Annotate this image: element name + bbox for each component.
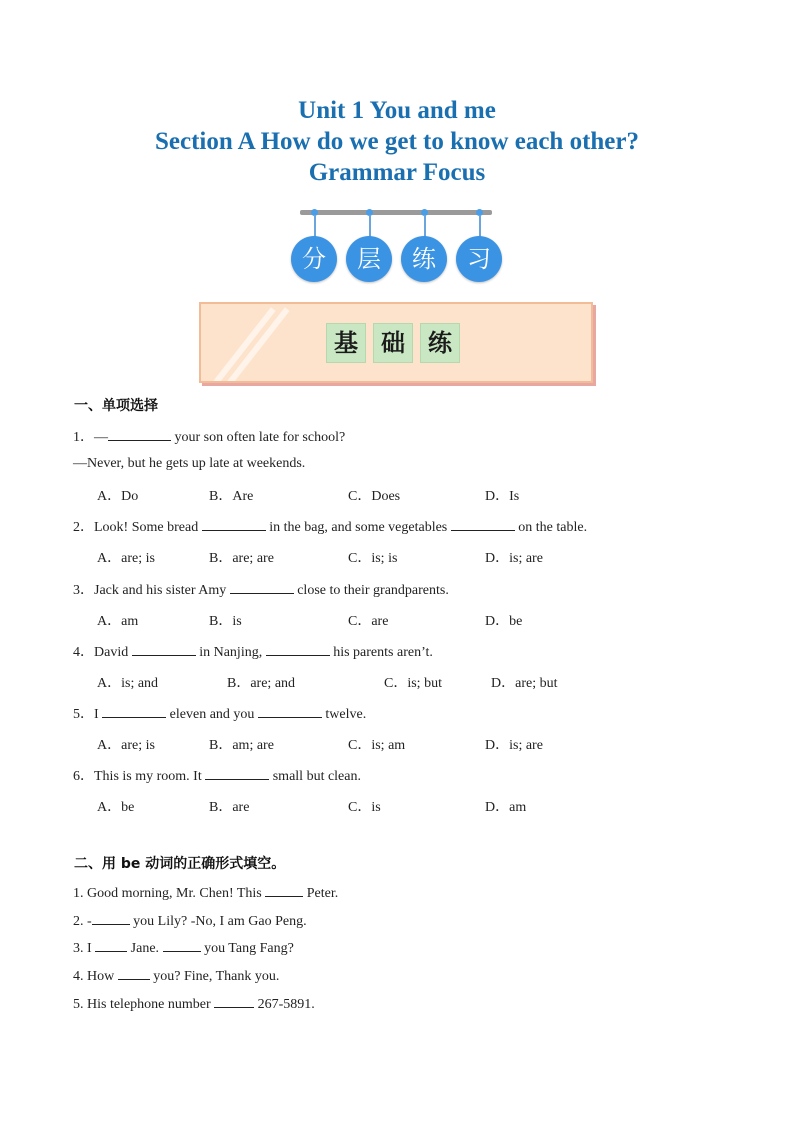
answer-blank[interactable]	[132, 644, 196, 656]
answer-blank[interactable]	[451, 519, 515, 531]
q5-option-b[interactable]: B．am; are	[209, 738, 274, 753]
unit-title: Unit 1 You and me	[298, 97, 496, 124]
q3-option-d[interactable]: D．be	[485, 614, 523, 629]
q5-option-d[interactable]: D．is; are	[485, 738, 543, 753]
q3-option-c[interactable]: C．are	[348, 614, 389, 629]
fill-item-2: 2. - you Lily? -No, I am Gao Peng.	[73, 914, 307, 929]
banner-tile-ji: 基	[326, 323, 366, 363]
question-6: 6．This is my room. It small but clean.	[73, 769, 361, 784]
q6-option-b[interactable]: B．are	[209, 800, 250, 815]
q6-option-c[interactable]: C．is	[348, 800, 381, 815]
answer-blank[interactable]	[163, 940, 201, 952]
q3-option-a[interactable]: A．am	[97, 614, 139, 629]
q5-option-a[interactable]: A．are; is	[97, 738, 155, 753]
fill-item-5: 5. His telephone number 267-5891.	[73, 997, 315, 1012]
fill-item-1: 1. Good morning, Mr. Chen! This Peter.	[73, 886, 339, 901]
answer-blank[interactable]	[118, 968, 150, 980]
hanging-string	[314, 215, 316, 237]
basic-practice-banner	[199, 302, 593, 383]
q2-option-b[interactable]: B．are; are	[209, 551, 274, 566]
fill-item-3: 3. I Jane. you Tang Fang?	[73, 941, 294, 956]
banner-stripe	[226, 307, 289, 383]
answer-blank[interactable]	[258, 706, 322, 718]
answer-blank[interactable]	[265, 885, 303, 897]
banner-stripe	[212, 307, 275, 383]
q3-option-b[interactable]: B．is	[209, 614, 242, 629]
q2-option-c[interactable]: C．is; is	[348, 551, 398, 566]
hanging-string	[424, 215, 426, 237]
q6-option-d[interactable]: D．am	[485, 800, 527, 815]
q1-option-d[interactable]: D．Is	[485, 489, 520, 504]
banner-tile-chu: 础	[373, 323, 413, 363]
answer-blank[interactable]	[214, 996, 254, 1008]
q2-option-a[interactable]: A．are; is	[97, 551, 155, 566]
q2-option-d[interactable]: D．is; are	[485, 551, 543, 566]
question-1: 1．— your son often late for school?	[73, 430, 346, 445]
answer-blank[interactable]	[202, 519, 266, 531]
ornament-circle-ceng: 层	[346, 236, 392, 282]
ornament-circle-lian: 练	[401, 236, 447, 282]
q1-option-b[interactable]: B．Are	[209, 489, 254, 504]
q4-option-a[interactable]: A．is; and	[97, 676, 159, 691]
answer-blank[interactable]	[95, 940, 127, 952]
question-2: 2．Look! Some bread in the bag, and some vegetables on the table.	[73, 520, 588, 535]
section1-heading: 一、单项选择	[74, 398, 158, 414]
question-5: 5．I eleven and you twelve.	[73, 707, 367, 722]
fill-item-4: 4. How you? Fine, Thank you.	[73, 969, 280, 984]
ornament-circle-xi: 习	[456, 236, 502, 282]
grammar-focus-title: Grammar Focus	[308, 159, 486, 186]
hanging-rod	[300, 210, 492, 215]
answer-blank[interactable]	[102, 706, 166, 718]
q4-option-c[interactable]: C．is; but	[384, 676, 442, 691]
banner-tile-lian: 练	[420, 323, 460, 363]
question-3: 3．Jack and his sister Amy close to their grandparents.	[73, 583, 449, 598]
answer-blank[interactable]	[266, 644, 330, 656]
answer-blank[interactable]	[205, 768, 269, 780]
question-1-dialogue: —Never, but he gets up late at weekends.	[73, 456, 306, 471]
hanging-string	[479, 215, 481, 237]
section2-heading: 二、用 be 动词的正确形式填空。	[74, 856, 286, 872]
ornament-circle-fen: 分	[291, 236, 337, 282]
hanging-string	[369, 215, 371, 237]
q1-option-a[interactable]: A．Do	[97, 489, 139, 504]
section-title: Section A How do we get to know each other?	[155, 128, 639, 155]
answer-blank[interactable]	[92, 913, 130, 925]
q4-option-b[interactable]: B．are; and	[227, 676, 296, 691]
q4-option-d[interactable]: D．are; but	[491, 676, 558, 691]
q1-option-c[interactable]: C．Does	[348, 489, 401, 504]
q6-option-a[interactable]: A．be	[97, 800, 135, 815]
q5-option-c[interactable]: C．is; am	[348, 738, 406, 753]
answer-blank[interactable]	[108, 429, 171, 441]
answer-blank[interactable]	[230, 582, 294, 594]
question-4: 4．David in Nanjing, his parents aren’t.	[73, 645, 433, 660]
